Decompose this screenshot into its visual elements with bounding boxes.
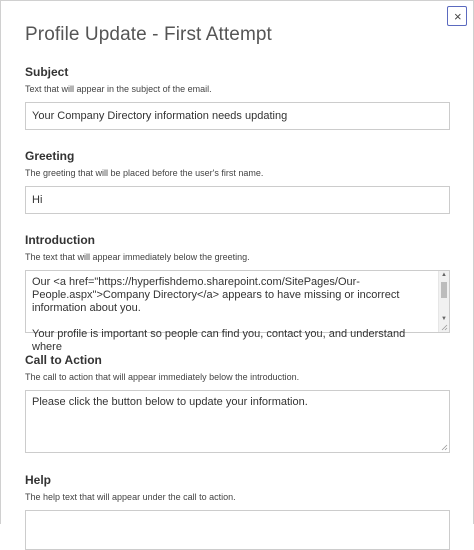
resize-grip-icon[interactable]	[441, 324, 448, 331]
scroll-down-arrow-icon[interactable]: ▼	[441, 316, 447, 322]
help-text	[26, 511, 449, 516]
introduction-text: Our <a href="https://hyperfishdemo.sharepoint.com/SitePages/Our-People.aspx">Company Directory</a> appears to have missing or incorrect information about you. Your profile is important so people can find you, contact you, and understand where	[32, 276, 406, 353]
subject-field	[25, 65, 451, 130]
greeting-label: Greeting	[25, 149, 75, 163]
subject-input[interactable]	[25, 102, 450, 130]
close-button[interactable]: ×	[447, 6, 467, 26]
introduction-scrollbar[interactable]	[438, 271, 449, 332]
introduction-field	[25, 233, 451, 353]
help-field	[25, 473, 451, 550]
help-textarea[interactable]	[25, 510, 450, 550]
call-to-action-text: Please click the button below to update your information.	[32, 396, 308, 408]
introduction-label: Introduction	[25, 233, 95, 247]
call-to-action-field	[25, 353, 451, 453]
subject-label: Subject	[25, 65, 69, 79]
scroll-thumb[interactable]	[441, 282, 447, 298]
call-to-action-help-text: The call to action that will appear immediately below the introduction.	[25, 372, 300, 382]
greeting-input[interactable]	[25, 186, 450, 214]
call-to-action-label: Call to Action	[25, 353, 102, 367]
introduction-textarea[interactable]	[25, 270, 450, 353]
dialog-title: Profile Update - First Attempt	[25, 24, 272, 45]
help-label: Help	[25, 473, 52, 487]
resize-grip-icon[interactable]	[441, 444, 448, 451]
subject-help-text: Text that will appear in the subject of the email.	[25, 84, 212, 94]
greeting-field	[25, 149, 451, 214]
call-to-action-textarea[interactable]	[25, 390, 450, 453]
scroll-up-arrow-icon[interactable]: ▲	[441, 272, 447, 278]
help-help-text: The help text that will appear under the call to action.	[25, 492, 236, 502]
greeting-help-text: The greeting that will be placed before the user's first name.	[25, 168, 264, 178]
introduction-help-text: The text that will appear immediately below the greeting.	[25, 252, 250, 262]
